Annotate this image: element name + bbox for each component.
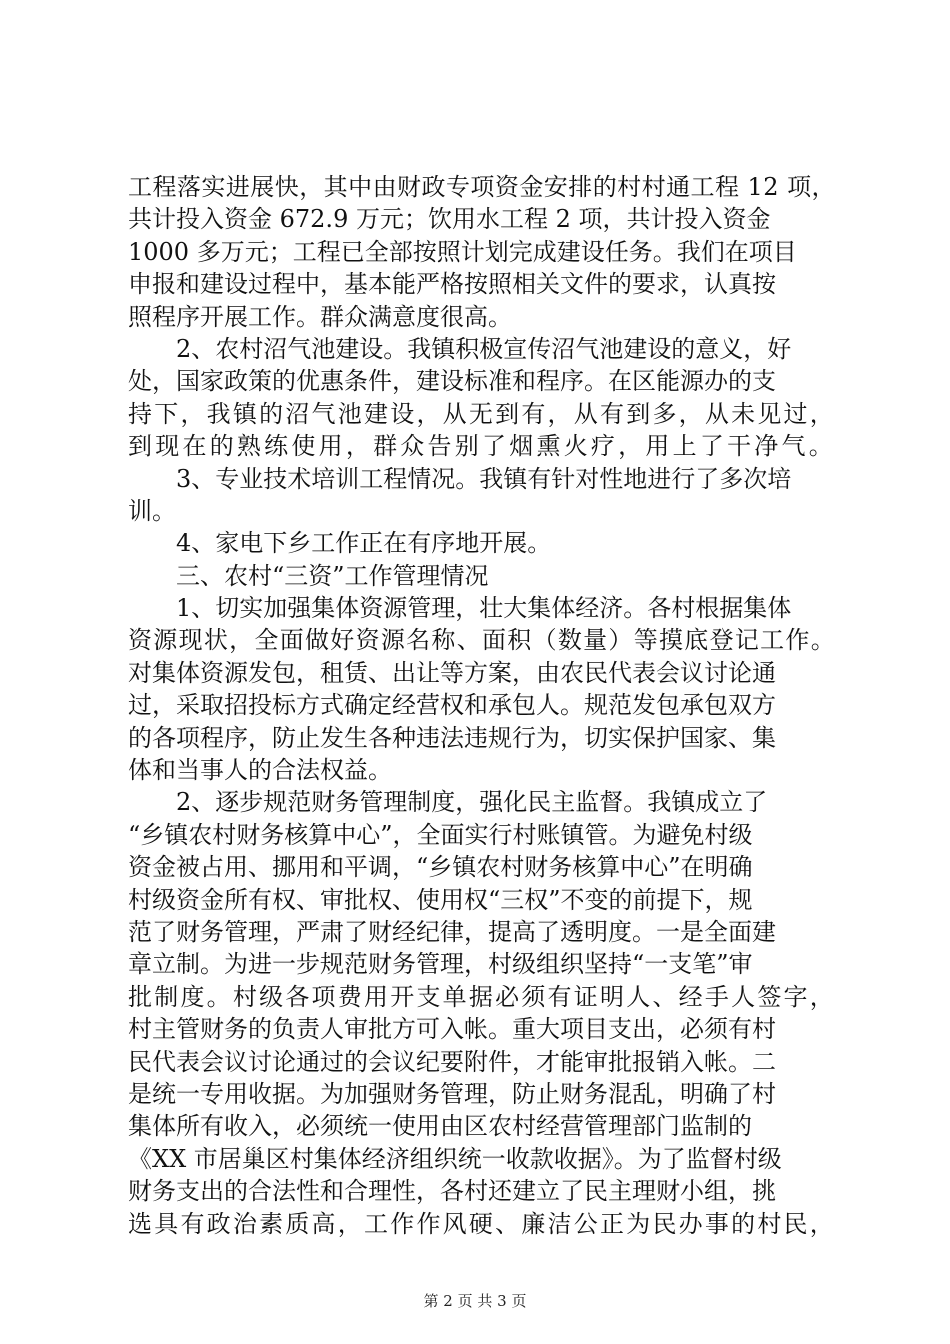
text-line: 到现在的熟练使用，群众告别了烟熏火疗，用上了干净气。 — [128, 432, 836, 461]
text-line: 持下，我镇的沼气池建设，从无到有，从有到多，从未见过， — [128, 399, 836, 428]
text-line: 集体所有收入，必须统一使用由区农村经营管理部门监制的 — [128, 1112, 752, 1141]
text-line: 过，采取招投标方式确定经营权和承包人。规范发包承包双方 — [128, 691, 776, 720]
text-line: 财务支出的合法性和合理性，各村还建立了民主理财小组，挑 — [128, 1177, 776, 1206]
text-line: 1、切实加强集体资源管理，壮大集体经济。各村根据集体 — [128, 594, 792, 623]
text-line: 工程落实进展快，其中由财政专项资金安排的村村通工程 12 项， — [128, 173, 836, 201]
text-line: 处，国家政策的优惠条件，建设标准和程序。在区能源办的支 — [128, 367, 776, 396]
text-line: 三、农村“三资”工作管理情况 — [128, 561, 489, 590]
text-line: 的各项程序，防止发生各种违法违规行为，切实保护国家、集 — [128, 723, 776, 752]
text-line: 申报和建设过程中，基本能严格按照相关文件的要求，认真按 — [128, 270, 776, 299]
text-line: 范了财务管理，严肃了财经纪律，提高了透明度。一是全面建 — [128, 917, 776, 946]
text-line: 对集体资源发包，租赁、出让等方案，由农民代表会议讨论通 — [128, 658, 776, 687]
text-line: 体和当事人的合法权益。 — [128, 756, 392, 785]
text-line: 《XX 市居巢区村集体经济组织统一收款收据》。为了监督村级 — [128, 1144, 782, 1173]
text-line: 批制度。村级各项费用开支单据必须有证明人、经手人签字， — [128, 982, 836, 1011]
text-line: 资源现状，全面做好资源名称、面积（数量）等摸底登记工作。 — [128, 626, 836, 655]
text-line: 民代表会议讨论通过的会议纪要附件，才能审批报销入帐。二 — [128, 1047, 776, 1076]
text-line: 4、家电下乡工作正在有序地开展。 — [128, 529, 552, 558]
text-line: 章立制。为进一步规范财务管理，村级组织坚持“一支笔”审 — [128, 950, 753, 979]
text-line: 3、专业技术培训工程情况。我镇有针对性地进行了多次培 — [128, 464, 792, 493]
text-line: 共计投入资金 672.9 万元；饮用水工程 2 项，共计投入资金 — [128, 205, 771, 234]
text-line: 选具有政治素质高，工作作风硬、廉洁公正为民办事的村民， — [128, 1209, 836, 1238]
text-line: “乡镇农村财务核算中心”，全面实行村账镇管。为避免村级 — [128, 820, 753, 849]
text-line: 是统一专用收据。为加强财务管理，防止财务混乱，明确了村 — [128, 1079, 776, 1108]
text-line: 村主管财务的负责人审批方可入帐。重大项目支出，必须有村 — [128, 1015, 776, 1044]
text-line: 村级资金所有权、审批权、使用权“三权”不变的前提下，规 — [128, 885, 753, 914]
text-line: 资金被占用、挪用和平调，“乡镇农村财务核算中心”在明确 — [128, 853, 753, 882]
text-line: 2、农村沼气池建设。我镇积极宣传沼气池建设的意义，好 — [128, 334, 792, 363]
text-line: 1000 多万元；工程已全部按照计划完成建设任务。我们在项目 — [128, 237, 797, 266]
page-footer: 第 2 页 共 3 页 — [423, 1292, 527, 1310]
text-line: 训。 — [128, 496, 176, 525]
document-body — [128, 171, 836, 1240]
text-line: 2、逐步规范财务管理制度，强化民主监督。我镇成立了 — [128, 788, 768, 817]
text-line: 照程序开展工作。群众满意度很高。 — [128, 302, 512, 331]
